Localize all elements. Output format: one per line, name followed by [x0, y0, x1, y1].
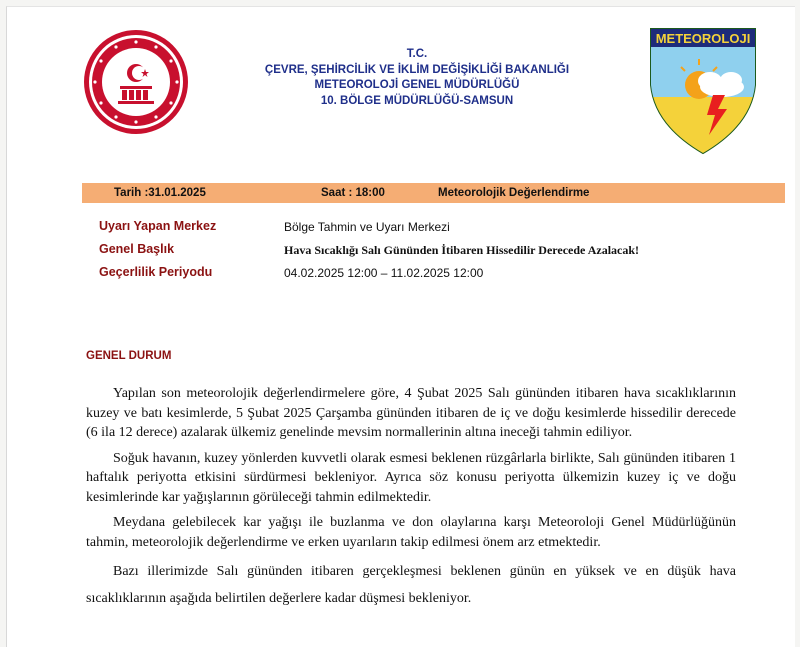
info-value-center: Bölge Tahmin ve Uyarı Merkezi: [284, 220, 450, 234]
info-label-validity: Geçerlilik Periyodu: [99, 265, 213, 279]
meteoroloji-logo-text: METEOROLOJI: [655, 31, 751, 46]
report-time: Saat : 18:00: [321, 187, 385, 199]
paragraph-2: Soğuk havanın, kuzey yönlerden kuvvetli olarak esmesi beklenen rüzgârlarla birlikte, Salı gününden itibaren 1 haftalık periyotta etkisini sürdürmesi bekleniyor. Ayrıca söz konusu periyotta ülkemizin kuzey iç ve doğu kesimlerinde kar yağışlarının görüleceği tahmin edilmektedir.: [86, 450, 736, 505]
report-title: Meteorolojik Değerlendirme: [438, 187, 590, 199]
paragraph-3: Meydana gelebilecek kar yağışı ile buzlanma ve don olaylarına karşı Meteoroloji Genel Müdürlüğünün tahmin, meteorolojik değerlendirme ve erken uyarıların takip edilmesi önem arz etmektedir.: [86, 515, 736, 550]
header-line-directorate: METEOROLOJİ GENEL MÜDÜRLÜĞÜ: [314, 79, 520, 91]
section-title: GENEL DURUM: [86, 350, 172, 362]
header-line-tc: T.C.: [406, 48, 428, 60]
report-band: [82, 183, 785, 203]
paragraph-1: Yapılan son meteorolojik değerlendirmelere göre, 4 Şubat 2025 Salı gününden itibaren hava sıcaklıklarının kuzey ve batı kesimlerde, 5 Şubat 2025 Çarşamba gününden itibaren de iç ve doğu kesimlerde hissedilir derecede (6 ila 12 derece) azalarak ülkemiz genelinde mevsim normallerinin altına ineceği tahmin ediliyor.: [86, 386, 736, 440]
meteoroloji-shield-icon: [647, 25, 759, 157]
info-value-validity: 04.02.2025 12:00 – 11.02.2025 12:00: [284, 266, 484, 280]
header-line-ministry: ÇEVRE, ŞEHİRCİLİK VE İKLİM DEĞİŞİKLİĞİ BAKANLIĞI: [264, 63, 570, 76]
header-titles: [197, 47, 637, 109]
report-date: Tarih :31.01.2025: [114, 187, 206, 199]
header-line-region: 10. BÖLGE MÜDÜRLÜĞÜ-SAMSUN: [320, 94, 514, 107]
info-value-headline: Hava Sıcaklığı Salı Gününden İtibaren Hissedilir Derecede Azalacak!: [284, 243, 640, 257]
info-label-headline: Genel Başlık: [99, 242, 175, 256]
document-page: [6, 6, 795, 647]
body-text: [86, 384, 736, 618]
paragraph-4: Bazı illerimizde Salı gününden itibaren gerçekleşmesi beklenen günün en yüksek ve en düşük hava sıcaklıklarının aşağıda belirtilen değerlere kadar düşmesi bekleniyor.: [86, 564, 736, 606]
info-label-center: Uyarı Yapan Merkez: [99, 219, 217, 233]
ministry-seal-icon: [82, 28, 190, 136]
